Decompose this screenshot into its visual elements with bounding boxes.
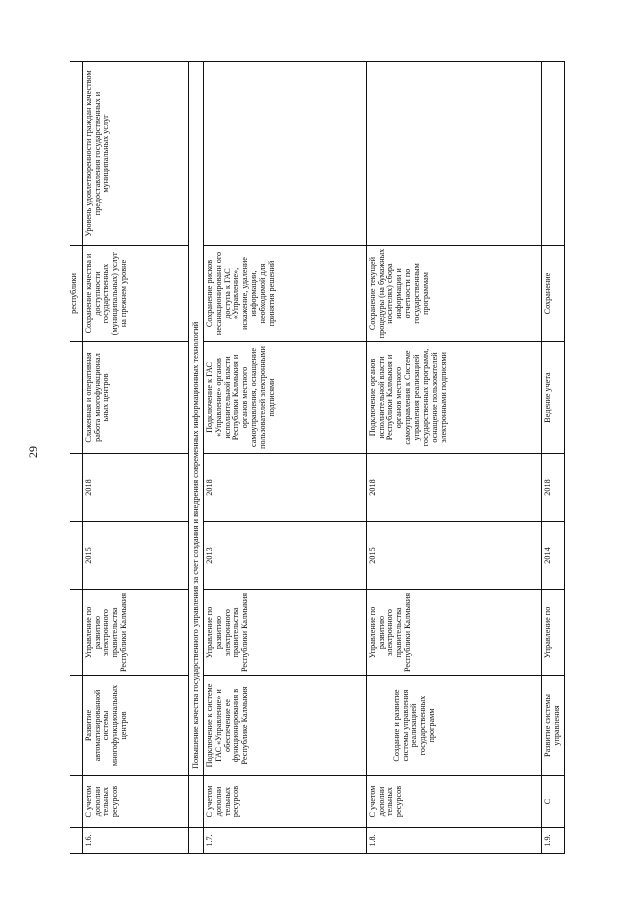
event-cell: Подключение к системе ГАС «Управление» и обеспечение ее функционирования в Республике Калмыкия <box>203 676 366 776</box>
row-number: 1.9. <box>541 828 564 854</box>
consequence-cell: Сохранение текущей процедуры (на бумажных носителях) сбора информации и отчетности по государственным программам <box>366 246 541 342</box>
end-year-cell: 2018 <box>366 454 541 522</box>
start-year-cell: 2013 <box>203 522 366 590</box>
resource-cell: С учетом дополни тельных ресурсов <box>366 776 541 828</box>
indicator-cell: Уровень удовлетворенности граждан качеством предоставления государственных и муниципальных услуг <box>82 62 188 246</box>
end-year-cell: 2018 <box>82 454 188 522</box>
row-number: 1.6. <box>82 828 188 854</box>
indicator-cell <box>366 62 541 246</box>
consequence-cell: Сохранение качества и доступности государственных (муниципальных) услуг на прежнем уровне <box>82 246 188 342</box>
table-row-1-8 <box>366 62 541 854</box>
header-fragment: республики <box>70 246 82 342</box>
row-number: 1.7. <box>203 828 366 854</box>
program-table <box>70 61 565 854</box>
result-cell: Слаженная и оперативная работа многофункционал ьных центров <box>82 342 188 454</box>
row-number: 1.8. <box>366 828 541 854</box>
section-heading: Повышение качества государственного управления за счет создания и внедрения современных информационных технологий <box>188 62 203 776</box>
indicator-cell <box>203 62 366 246</box>
header-continuation-row <box>70 62 82 854</box>
indicator-cell <box>541 62 564 246</box>
start-year-cell: 2015 <box>366 522 541 590</box>
table-row-1-7 <box>203 62 366 854</box>
event-cell: Развитие системы управления <box>541 676 564 776</box>
start-year-cell: 2015 <box>82 522 188 590</box>
page-number: 29 <box>26 446 40 458</box>
table-row-1-6 <box>82 62 188 854</box>
executor-cell: Управление по <box>541 590 564 676</box>
start-year-cell: 2014 <box>541 522 564 590</box>
end-year-cell: 2018 <box>203 454 366 522</box>
executor-cell: Управление по развитию электронного правительства Республики Калмыкия <box>203 590 366 676</box>
rotated-table-container <box>70 62 565 854</box>
end-year-cell: 2018 <box>541 454 564 522</box>
resource-cell: С <box>541 776 564 828</box>
resource-cell: С учетом дополни тельных ресурсов <box>203 776 366 828</box>
result-cell: Подключение органов исполнительной власти Республики Калмыкия и органов местного самоуправления к Системе управления реализацией государственных программ, оснащение пользователей электронными подписями <box>366 342 541 454</box>
result-cell: Подключение к ГАС «Управление» органов исполнительной власти Республики Калмыкия и органов местного самоуправления, оснащение пользователей электронными подписями <box>203 342 366 454</box>
event-cell: Развитие автоматизированной системы многофункциональных центров <box>82 676 188 776</box>
event-cell: Создание и развитие системы управления реализацией государственных программ <box>366 676 541 776</box>
table-row-1-9 <box>541 62 564 854</box>
resource-cell: С учетом дополни тельных ресурсов <box>82 776 188 828</box>
consequence-cell: Сохранение <box>541 246 564 342</box>
result-cell: Ведение учета <box>541 342 564 454</box>
executor-cell: Управление по развитию электронного правительства Республики Калмыкия <box>366 590 541 676</box>
executor-cell: Управление по развитию электронного правительства Республики Калмыкия <box>82 590 188 676</box>
section-heading-row <box>188 62 203 854</box>
consequence-cell: Сохранение рисков несанкционированн ого доступа к ГАС «Управление», искажение, удаление информации, необходимой для принятия решений <box>203 246 366 342</box>
